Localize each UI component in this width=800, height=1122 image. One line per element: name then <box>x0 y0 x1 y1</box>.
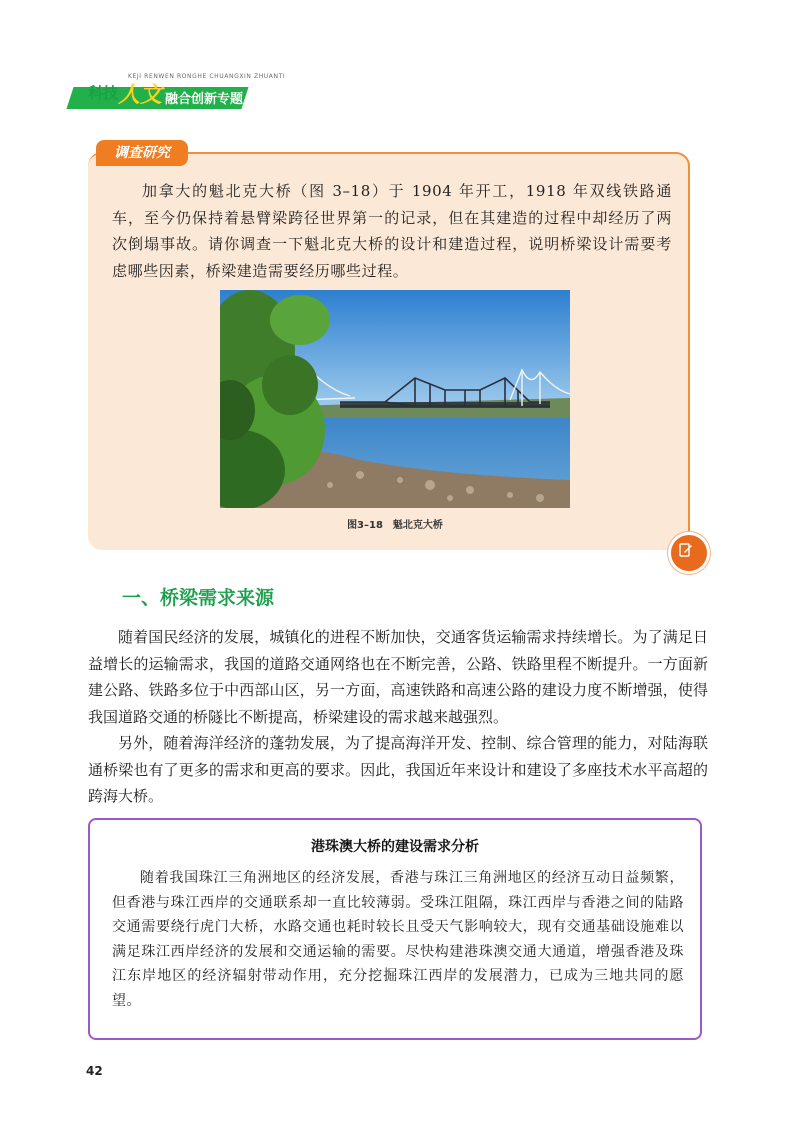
pencil-icon <box>679 543 693 557</box>
page-number: 42 <box>86 1064 103 1078</box>
header-subtitle: 融合创新专题 <box>165 92 244 107</box>
analysis-title: 港珠澳大桥的建设需求分析 <box>311 839 479 855</box>
survey-text: 加拿大的魁北克大桥（图 3–18）于 1904 年开工，1918 年双线铁路通车，至今仍保持着悬臂梁跨径世界第一的记录，但在其建造的过程中却经历了两次倒塌事故。请你调查一下魁北克大桥的设计和建造过程，说明桥梁设计需要考虑哪些因素，桥梁建造需要经历哪些过程。 <box>112 182 672 280</box>
survey-tab-label: 调查研究 <box>96 140 188 166</box>
body-paragraph-2: 另外，随着海洋经济的蓬勃发展，为了提高海洋开发、控制、综合管理的能力，对陆海联通桥梁也有了更多的需求和更高的要求。因此，我国近年来设计和建设了多座技术水平高超的跨海大桥。 <box>88 734 708 805</box>
header-title-main: 科技 <box>88 84 119 102</box>
section-title: 一、桥梁需求来源 <box>122 587 275 609</box>
header-title-ren: 人文 <box>118 82 163 108</box>
body-paragraph-1: 随着国民经济的发展，城镇化的进程不断加快，交通客货运输需求持续增长。为了满足日益增长的运输需求，我国的道路交通网络也在不断完善，公路、铁路里程不断提升。一方面新建公路、铁路多位于中西部山区，另一方面，高速铁路和高速公路的建设力度不断增强，使得我国道路交通的桥隧比不断提高，桥梁建设的需求越来越强烈。 <box>88 628 708 726</box>
figure-caption: 图3–18 魁北克大桥 <box>347 520 443 531</box>
analysis-text: 随着我国珠江三角洲地区的经济发展，香港与珠江三角洲地区的经济互动日益频繁，但香港与珠江西岸的交通联系却一直比较薄弱。受珠江阻隔，珠江西岸与香港之间的陆路交通需要绕行虎门大桥，水路交通也耗时较长且受天气影响较大，现有交通基础设施难以满足珠江西岸经济的发展和交通运输的需要。尽快构建港珠澳交通大通道，增强香港及珠江东岸地区的经济辐射带动作用，充分挖掘珠江西岸的发展潜力，已成为三地共同的愿望。 <box>112 870 684 1009</box>
page-header <box>0 70 800 110</box>
quebec-bridge-photo <box>220 290 570 508</box>
edit-note-button[interactable] <box>668 532 710 574</box>
header-pinyin: KEJI RENWEN RONGHE CHUANGXIN ZHUANTI <box>128 73 286 80</box>
